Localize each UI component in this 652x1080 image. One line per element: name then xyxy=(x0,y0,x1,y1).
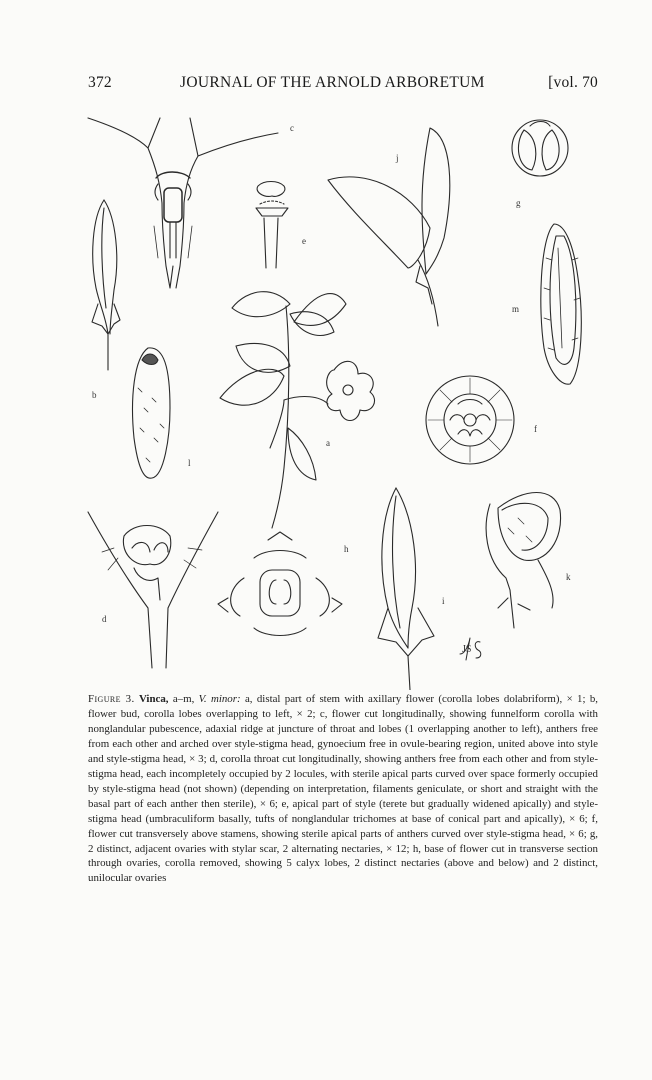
label-j: j xyxy=(396,153,399,163)
drawing-h-section xyxy=(218,532,342,636)
label-l: l xyxy=(188,458,191,468)
caption-range: a–m, xyxy=(172,693,195,705)
drawing-k-fruit xyxy=(486,493,560,629)
label-b: b xyxy=(92,390,97,400)
caption-figure-label: Figure 3. xyxy=(88,693,135,705)
label-d: d xyxy=(102,614,107,624)
journal-title: JOURNAL OF THE ARNOLD ARBORETUM xyxy=(180,74,485,91)
label-g: g xyxy=(516,198,521,208)
label-h: h xyxy=(344,544,349,554)
label-k: k xyxy=(566,572,571,582)
page-number: 372 xyxy=(88,74,112,91)
drawing-l-fruit xyxy=(133,348,170,478)
drawing-g-ovaries xyxy=(512,120,568,176)
label-i: i xyxy=(442,596,445,606)
drawing-e-style-head xyxy=(256,182,288,269)
drawing-j-leaf xyxy=(328,128,450,326)
caption-genus: Vinca, xyxy=(138,693,169,705)
label-e: e xyxy=(302,236,306,246)
figure-caption xyxy=(88,692,598,886)
caption-species: V. minor: xyxy=(198,693,241,705)
running-header xyxy=(88,74,598,96)
caption-body: a, distal part of stem with axillary flower (corolla lobes dolabriform), × 1; b, flower bud, corolla lobes overlapping to left, × 2; c, flower cut longitudinally, showing funnelform corolla with nonglandular pubescence, adaxial ridge at juncture of throat and lobes (1 overlapping another to left), anthers free from each other and arched over style-stigma head, gynoecium free in ovule-bearing region, united above into style and style-stigma head, × 3; d, corolla throat cut longitudinally, showing anthers free from each other and from style-stigma head, each incompletely occupied by 2 locules, with sterile apical parts curved over space formerly occupied by style-stigma head (not shown) (depending on interpretation, filaments geniculate, or short and straight with the basal part of each anther then sterile), × 6; e, apical part of style (terete but gradually widened apically) and style-stigma head (umbraculiform basally, tufts of nonglandular trichomes at base of conical part and apically), × 6; f, flower cut transversely above stamens, showing sterile apical parts of anthers curved over style-stigma head, × 6; g, 2 distinct, adjacent ovaries with stylar scar, 2 alternating nectaries, × 12; h, base of flower cut in transverse section through ovaries, corolla removed, showing 5 calyx lobes, 2 distinct nectaries (above and below) and 2 distinct, unilocular ovaries xyxy=(88,693,599,885)
drawing-i-bud xyxy=(378,488,434,690)
label-a: a xyxy=(326,438,330,448)
drawing-b-flower-bud xyxy=(92,200,120,370)
botanical-plate xyxy=(78,108,598,690)
label-signature: JS xyxy=(462,644,472,655)
label-c: c xyxy=(290,123,294,133)
label-f: f xyxy=(534,424,537,434)
drawing-f-transverse xyxy=(426,376,514,464)
plate-illustration xyxy=(78,108,598,690)
drawing-m-seed xyxy=(541,224,581,384)
volume-label: [vol. 70 xyxy=(548,74,598,91)
label-m: m xyxy=(512,304,520,314)
drawing-a-stem xyxy=(220,292,375,528)
drawing-d-corolla-throat xyxy=(88,512,218,668)
